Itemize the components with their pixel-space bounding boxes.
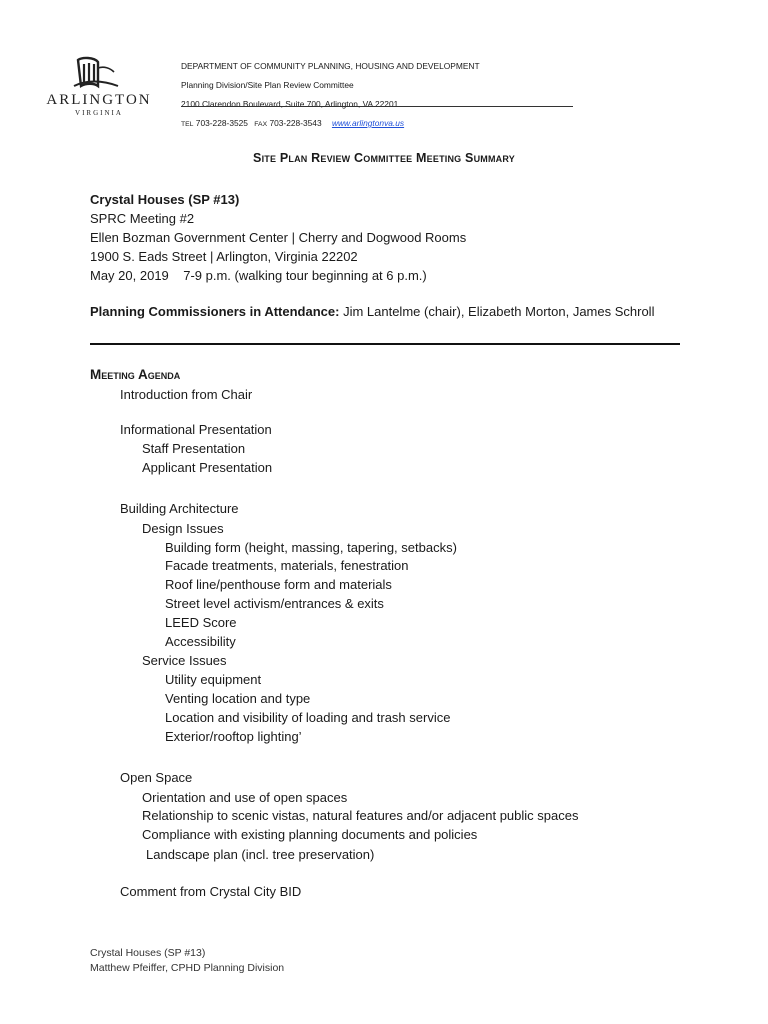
agenda-subitem: Compliance with existing planning documents and policies (142, 827, 478, 842)
tel-label: TEL (181, 121, 194, 128)
fax-number: 703-228-3543 (269, 118, 322, 128)
agenda-item: Informational Presentation (120, 422, 272, 437)
office-address: 2100 Clarendon Boulevard, Suite 700, Arlington, VA 22201 (181, 99, 399, 109)
attendance-label: Planning Commissioners in Attendance: (90, 304, 340, 319)
agenda-item: Open Space (120, 770, 193, 785)
attendance-names: Jim Lantelme (chair), Elizabeth Morton, James Schroll (339, 304, 655, 319)
tel-number: 703-228-3525 (195, 118, 248, 128)
agenda-subsubitem: Location and visibility of loading and trash service (165, 710, 451, 725)
footer-project: Crystal Houses (SP #13) (90, 947, 206, 959)
agenda-subsubitem: Venting location and type (165, 691, 311, 706)
logo-subtitle: VIRGINIA (75, 109, 123, 117)
agenda-item: Building Architecture (120, 501, 239, 516)
letterhead-divider (181, 106, 573, 107)
agenda-heading: Meeting Agenda (90, 367, 181, 382)
agenda-item: Comment from Crystal City BID (120, 884, 302, 899)
agenda-subsubitem: Building form (height, massing, tapering, setbacks) (165, 540, 457, 555)
project-name: Crystal Houses (SP #13) (90, 192, 240, 207)
agenda-subitem: Applicant Presentation (142, 460, 273, 475)
meeting-details (90, 190, 466, 285)
attendance-line (90, 304, 654, 319)
logo-wordmark: ARLINGTON (46, 92, 152, 108)
agenda-subitem: Service Issues (142, 653, 227, 668)
meeting-address: 1900 S. Eads Street | Arlington, Virginia 22202 (90, 249, 358, 264)
website-link[interactable]: www.arlingtonva.us (331, 118, 405, 128)
agenda-subsubitem: Roof line/penthouse form and materials (165, 577, 392, 592)
agenda-subitem: Staff Presentation (142, 441, 246, 456)
agenda-subsubitem: Street level activism/entrances & exits (165, 596, 384, 611)
agenda-subsubitem: Utility equipment (165, 672, 262, 687)
page-footer (90, 946, 284, 976)
department-name: DEPARTMENT OF COMMUNITY PLANNING, HOUSING AND DEVELOPMENT (181, 61, 480, 71)
agenda-subitem: Relationship to scenic vistas, natural features and/or adjacent public spaces (142, 808, 579, 823)
letterhead (181, 57, 573, 134)
meeting-datetime: May 20, 2019 7-9 p.m. (walking tour beginning at 6 p.m.) (90, 268, 427, 283)
fax-label: FAX (254, 121, 268, 128)
agenda-subitem: Design Issues (142, 521, 224, 536)
arlington-house-icon (72, 56, 120, 92)
agenda-subitem: Orientation and use of open spaces (142, 790, 348, 805)
meeting-number: SPRC Meeting #2 (90, 211, 195, 226)
agenda-subsubitem: Exterior/rooftop lighting’ (165, 729, 302, 744)
division-name: Planning Division/Site Plan Review Committee (181, 80, 354, 90)
agenda-subsubitem: Accessibility (165, 634, 236, 649)
meeting-venue: Ellen Bozman Government Center | Cherry and Dogwood Rooms (90, 230, 467, 245)
agenda-subsubitem: Facade treatments, materials, fenestration (165, 558, 409, 573)
agenda-subsubitem: LEED Score (165, 615, 237, 630)
agenda-subitem: Landscape plan (incl. tree preservation) (146, 847, 375, 862)
agenda-item: Introduction from Chair (120, 387, 253, 402)
contact-line (181, 114, 573, 134)
section-divider (90, 343, 680, 345)
document-title: Site Plan Review Committee Meeting Summary (253, 151, 515, 165)
footer-author: Matthew Pfeiffer, CPHD Planning Division (90, 962, 285, 974)
